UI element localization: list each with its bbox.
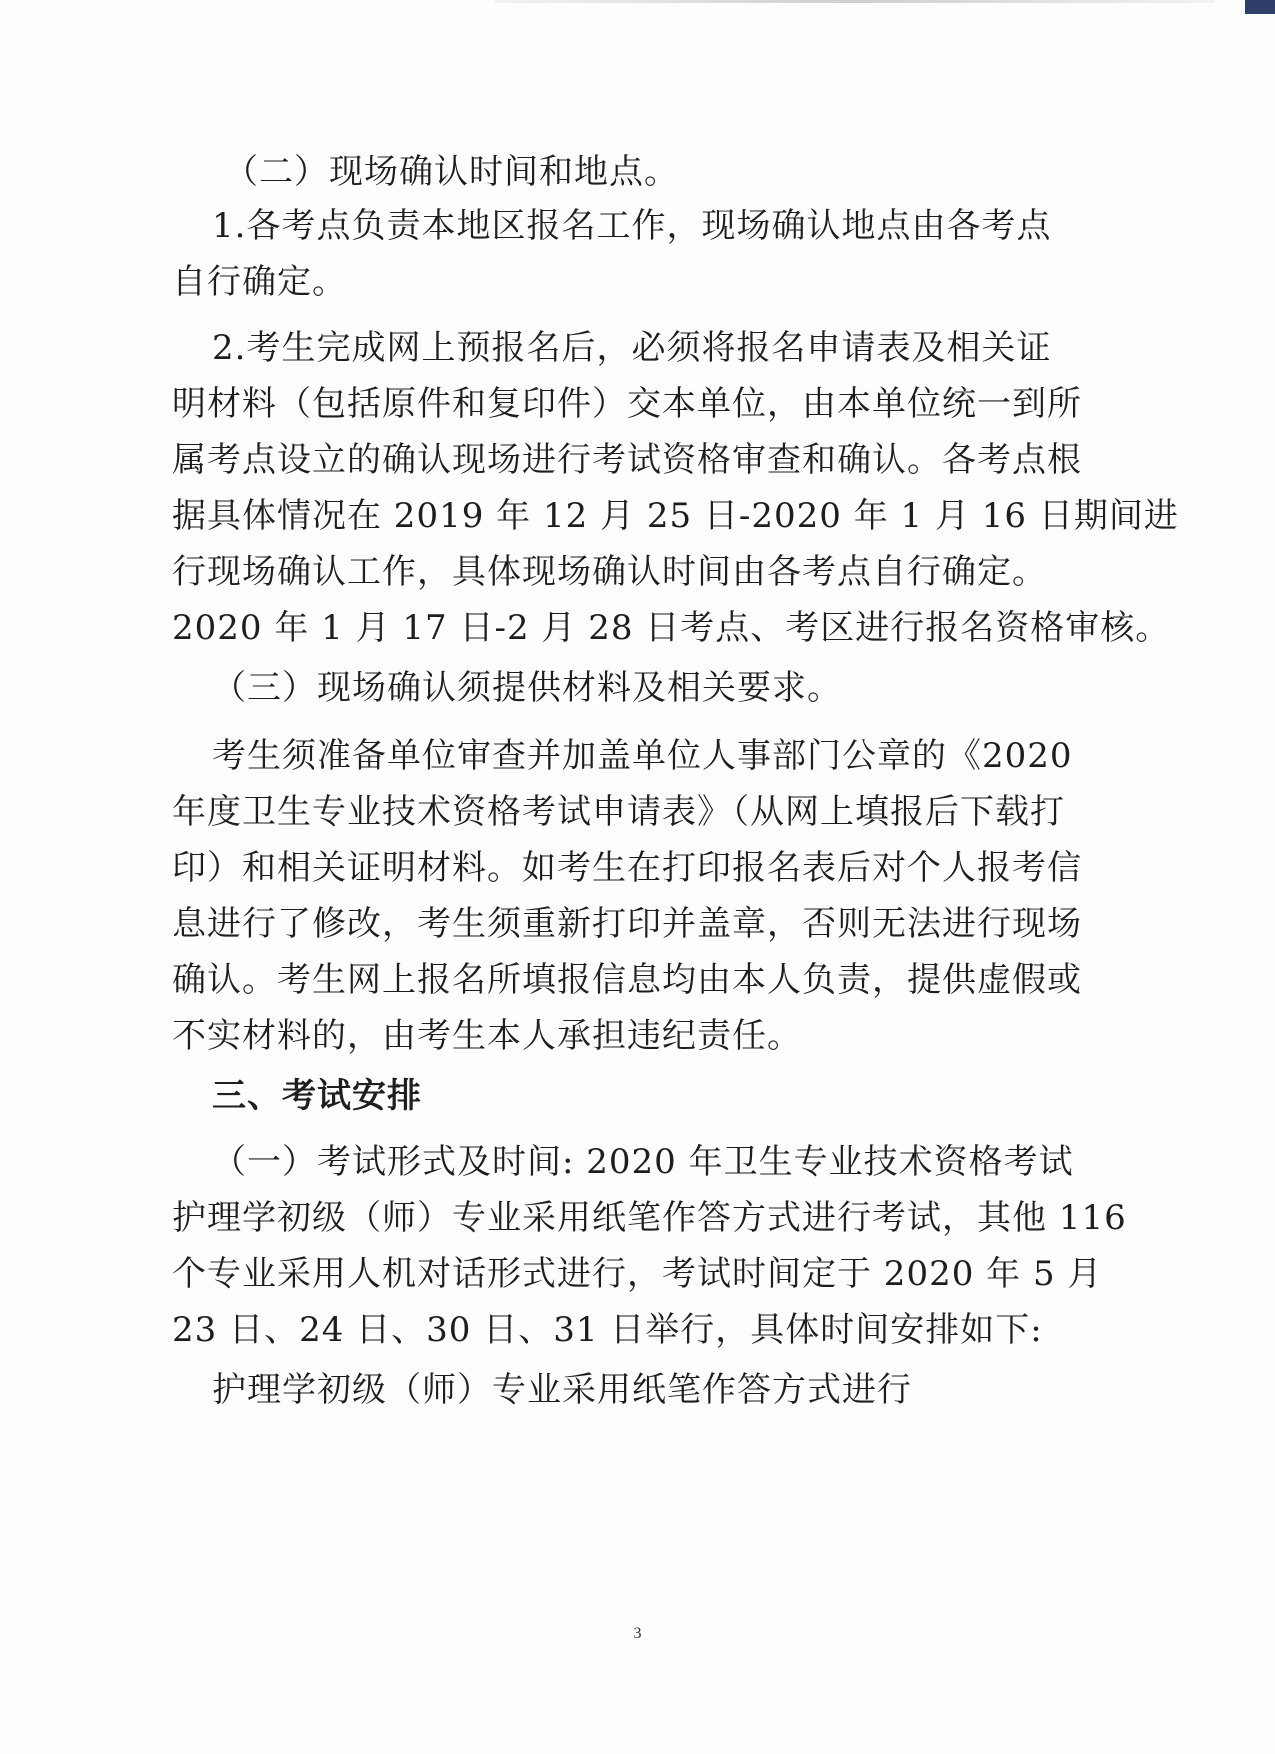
paragraph-line: 23 日、24 日、30 日、31 日举行，具体时间安排如下: — [172, 1310, 1043, 1350]
paragraph-line: 护理学初级（师）专业采用纸笔作答方式进行考试，其他 116 — [172, 1198, 1127, 1238]
paragraph-line: （一）考试形式及时间: 2020 年卫生专业技术资格考试 — [212, 1142, 1074, 1182]
section-heading-3: 三、考试安排 — [212, 1076, 422, 1116]
paragraph-line: 据具体情况在 2019 年 12 月 25 日-2020 年 1 月 16 日期间进 — [172, 496, 1179, 536]
paragraph-line: 考生须准备单位审查并加盖单位人事部门公章的《2020 — [212, 736, 1073, 776]
scan-artifact-line — [495, 0, 1215, 3]
subsection-heading-2: （二）现场确认时间和地点。 — [224, 152, 679, 192]
paragraph-line: 护理学初级（师）专业采用纸笔作答方式进行 — [212, 1370, 912, 1410]
paragraph-line: 年度卫生专业技术资格考试申请表》（从网上填报后下载打 — [172, 792, 1065, 832]
paragraph-line: 个专业采用人机对话形式进行，考试时间定于 2020 年 5 月 — [172, 1254, 1103, 1294]
paragraph-line: 属考点设立的确认现场进行考试资格审查和确认。各考点根 — [172, 440, 1082, 480]
paragraph-line: 确认。考生网上报名所填报信息均由本人负责，提供虚假或 — [172, 960, 1082, 1000]
paragraph-line: 行现场确认工作，具体现场确认时间由各考点自行确定。 — [172, 552, 1047, 592]
paragraph-line: 明材料（包括原件和复印件）交本单位，由本单位统一到所 — [172, 384, 1082, 424]
paragraph-line: 不实材料的，由考生本人承担违纪责任。 — [172, 1016, 802, 1056]
corner-mark — [1245, 0, 1275, 14]
paragraph-line: 2.考生完成网上预报名后，必须将报名申请表及相关证 — [212, 328, 1052, 368]
paragraph-line: 2020 年 1 月 17 日-2 月 28 日考点、考区进行报名资格审核。 — [172, 608, 1171, 648]
paragraph-line: 印）和相关证明材料。如考生在打印报名表后对个人报考信 — [172, 848, 1082, 888]
paragraph-line: 1.各考点负责本地区报名工作，现场确认地点由各考点 — [212, 206, 1052, 246]
page-number: 3 — [633, 1625, 642, 1642]
paragraph-line: 息进行了修改，考生须重新打印并盖章，否则无法进行现场 — [172, 904, 1082, 944]
paragraph-line: 自行确定。 — [172, 262, 347, 302]
subsection-heading-3: （三）现场确认须提供材料及相关要求。 — [212, 668, 842, 708]
